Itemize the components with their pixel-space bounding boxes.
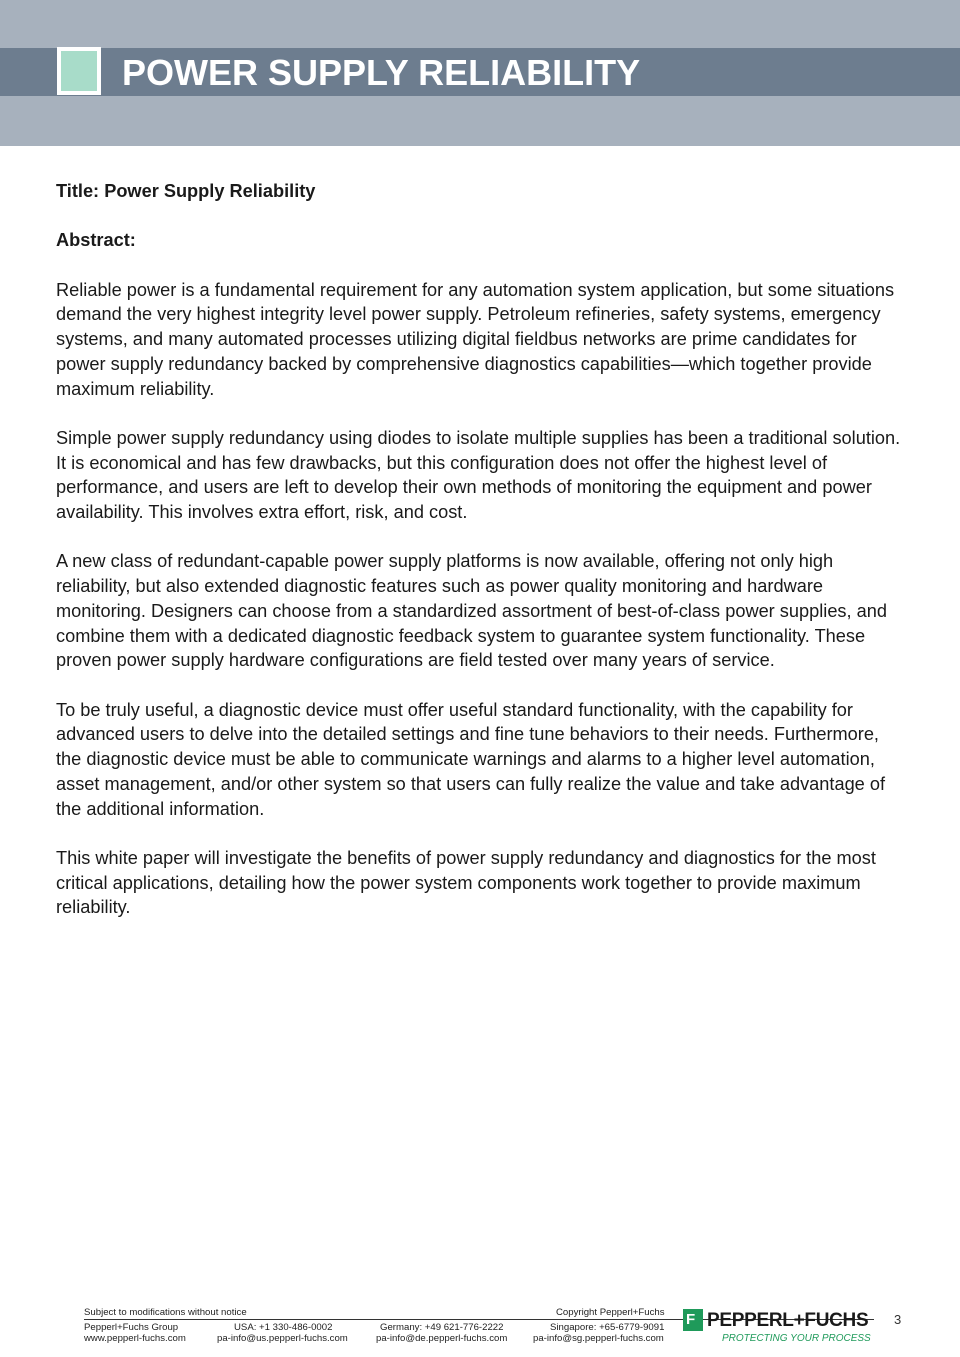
abstract-heading — [56, 228, 906, 253]
logo-icon — [683, 1309, 703, 1331]
footer-group-name: Pepperl+Fuchs Group — [84, 1322, 179, 1333]
header-accent-square-fill — [61, 51, 97, 91]
logo-tagline: PROTECTING YOUR PROCESS — [722, 1333, 871, 1344]
footer-group-url[interactable]: www.pepperl-fuchs.com — [84, 1333, 186, 1344]
title-value: Power Supply Reliability — [104, 181, 316, 201]
abstract-paragraph-3: A new class of redundant-capable power supply platforms is now available, offering not only high reliability, but also extended diagnostic features such as power quality monitoring and hardware monitoring. Designers can choose from a standardized assortment of best-of-class power supplies, and combine them with a dedicated diagnostic feedback system to guarantee system functionality. These proven power supply hardware configurations are field tested over many years of service. — [56, 551, 887, 671]
logo-mark-letter: F — [686, 1311, 696, 1328]
footer-usa-email[interactable]: pa-info@us.pepperl-fuchs.com — [217, 1333, 348, 1344]
footer-germany-phone: Germany: +49 621-776-2222 — [380, 1322, 504, 1333]
abstract-label: Abstract: — [56, 230, 136, 251]
footer-germany-email[interactable]: pa-info@de.pepperl-fuchs.com — [376, 1333, 508, 1344]
abstract-paragraph-1: Reliable power is a fundamental requirement for any automation system application, but some situations demand the very highest integrity level power supply. Petroleum refineries, safety systems, emergency systems, and many automated processes utilizing digital fieldbus networks are prime candidates for power supply redundancy backed by comprehensive diagnostics capabilities—which together provide maximum reliability. — [56, 279, 895, 399]
abstract-paragraph-2: Simple power supply redundancy using diodes to isolate multiple supplies has been a traditional solution. It is economical and has few drawbacks, but this configuration does not offer the highest level of performance, and users are left to develop their own methods of monitoring the equipment and power availability. This involves extra effort, risk, and cost. — [56, 427, 901, 523]
footer-copyright: Copyright Pepperl+Fuchs — [556, 1307, 665, 1318]
page-title: POWER SUPPLY RELIABILITY — [122, 52, 641, 93]
footer-usa-phone: USA: +1 330-486-0002 — [234, 1322, 333, 1333]
header-accent-square — [57, 47, 101, 95]
page-number: 3 — [894, 1312, 902, 1327]
abstract-paragraph-4: To be truly useful, a diagnostic device must offer useful standard functionality, with the capability for advanced users to delve into the detailed settings and fine tune behaviors to their needs. Furthermore, the diagnostic device must be able to communicate warnings and alarms to a higher level automation, asset management, and/or other system so that users can fully realize the value and take advantage of the additional information. — [56, 699, 886, 819]
document-title-line — [56, 179, 906, 204]
title-label: Title: — [56, 181, 100, 201]
document-body — [56, 179, 906, 945]
footer-notice: Subject to modifications without notice — [84, 1307, 247, 1318]
logo-name: PEPPERL+FUCHS — [707, 1310, 869, 1331]
footer-singapore-email[interactable]: pa-info@sg.pepperl-fuchs.com — [533, 1333, 664, 1344]
abstract-paragraph-5: This white paper will investigate the benefits of power supply redundancy and diagnostics for the most critical applications, detailing how the power system components work together to provide maximum reliability. — [56, 847, 876, 918]
footer-singapore-phone: Singapore: +65-6779-9091 — [550, 1322, 665, 1333]
